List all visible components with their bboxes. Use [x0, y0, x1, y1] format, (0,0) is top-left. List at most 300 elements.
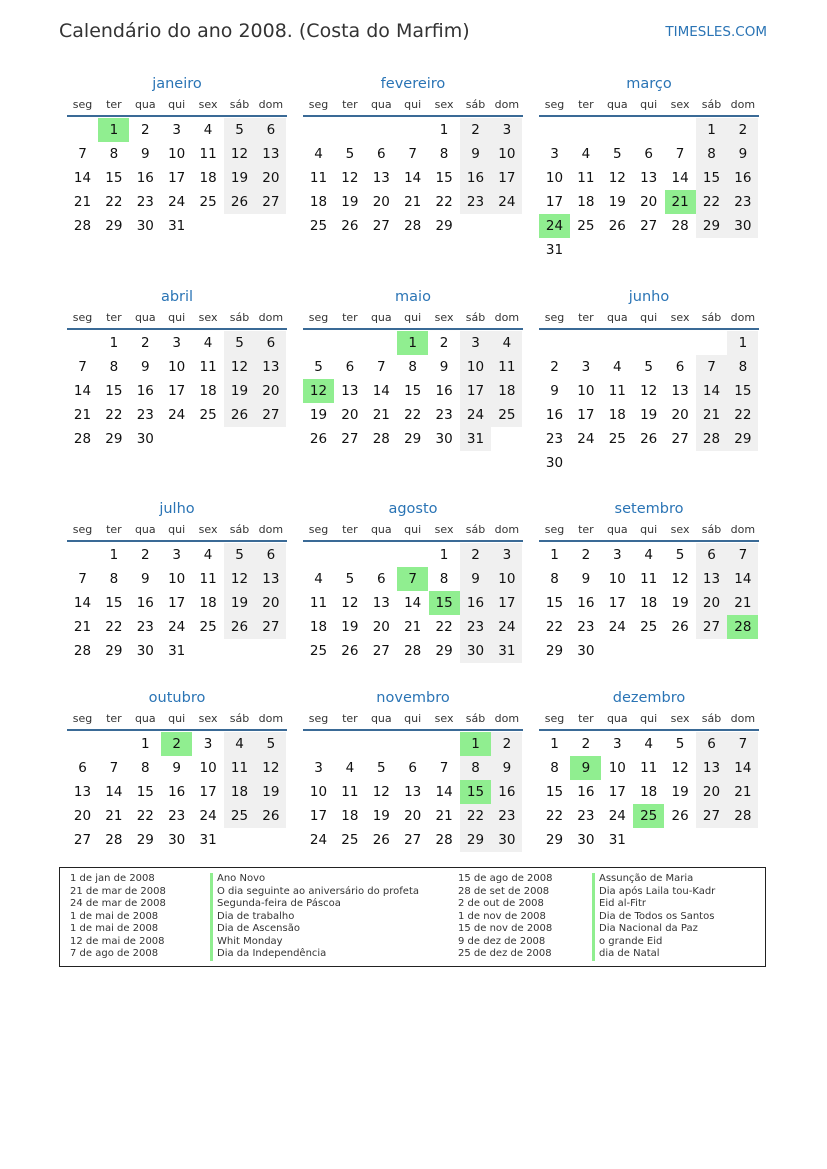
day-cell[interactable]: 7: [109, 760, 119, 776]
day-cell[interactable]: 26: [309, 431, 328, 447]
day-cell[interactable]: 14: [73, 170, 92, 186]
day-cell[interactable]: 4: [314, 146, 323, 162]
day-cell[interactable]: 20: [696, 780, 727, 804]
day-cell[interactable]: 25: [577, 218, 595, 234]
day-cell[interactable]: 2: [141, 122, 150, 138]
day-cell[interactable]: 4: [203, 335, 213, 351]
day-cell[interactable]: 27: [696, 804, 727, 828]
holiday-day-cell[interactable]: 9: [570, 756, 601, 780]
day-cell[interactable]: 17: [608, 784, 626, 800]
day-cell[interactable]: 18: [640, 595, 658, 611]
day-cell[interactable]: 5: [224, 331, 255, 355]
day-cell[interactable]: 3: [491, 118, 522, 142]
day-cell[interactable]: 8: [408, 359, 417, 375]
day-cell[interactable]: 18: [199, 170, 217, 186]
day-cell[interactable]: 26: [341, 643, 359, 659]
day-cell[interactable]: 26: [224, 403, 255, 427]
day-cell[interactable]: 15: [727, 379, 758, 403]
day-cell[interactable]: 20: [255, 379, 286, 403]
day-cell[interactable]: 21: [73, 194, 92, 210]
holiday-day-cell[interactable]: 28: [727, 615, 758, 639]
day-cell[interactable]: 9: [141, 359, 150, 375]
day-cell[interactable]: 29: [105, 431, 123, 447]
day-cell[interactable]: 17: [309, 808, 328, 824]
day-cell[interactable]: 14: [727, 567, 758, 591]
day-cell[interactable]: 20: [255, 591, 286, 615]
day-cell[interactable]: 10: [545, 170, 564, 186]
day-cell[interactable]: 13: [372, 595, 390, 611]
day-cell[interactable]: 17: [199, 784, 217, 800]
holiday-day-cell[interactable]: 2: [161, 732, 192, 756]
day-cell[interactable]: 19: [255, 780, 286, 804]
day-cell[interactable]: 27: [255, 615, 286, 639]
day-cell[interactable]: 10: [608, 760, 626, 776]
day-cell[interactable]: 25: [608, 431, 626, 447]
day-cell[interactable]: 7: [377, 359, 386, 375]
day-cell[interactable]: 7: [78, 571, 87, 587]
day-cell[interactable]: 18: [224, 780, 255, 804]
day-cell[interactable]: 8: [109, 359, 119, 375]
day-cell[interactable]: 10: [168, 146, 186, 162]
day-cell[interactable]: 9: [439, 359, 449, 375]
day-cell[interactable]: 18: [199, 595, 217, 611]
day-cell[interactable]: 23: [136, 194, 154, 210]
day-cell[interactable]: 31: [608, 832, 626, 848]
day-cell[interactable]: 13: [255, 355, 286, 379]
day-cell[interactable]: 9: [141, 146, 150, 162]
day-cell[interactable]: 12: [372, 784, 390, 800]
day-cell[interactable]: 2: [439, 335, 449, 351]
day-cell[interactable]: 11: [309, 595, 328, 611]
day-cell[interactable]: 15: [404, 383, 422, 399]
day-cell[interactable]: 9: [581, 571, 591, 587]
day-cell[interactable]: 4: [491, 331, 522, 355]
day-cell[interactable]: 19: [224, 166, 255, 190]
day-cell[interactable]: 1: [439, 547, 449, 563]
day-cell[interactable]: 17: [168, 170, 186, 186]
day-cell[interactable]: 17: [168, 383, 186, 399]
day-cell[interactable]: 28: [435, 832, 453, 848]
day-cell[interactable]: 16: [727, 166, 758, 190]
day-cell[interactable]: 23: [435, 407, 453, 423]
day-cell[interactable]: 10: [168, 571, 186, 587]
day-cell[interactable]: 13: [640, 170, 658, 186]
day-cell[interactable]: 20: [341, 407, 359, 423]
day-cell[interactable]: 16: [577, 784, 595, 800]
day-cell[interactable]: 26: [640, 431, 658, 447]
day-cell[interactable]: 25: [199, 407, 217, 423]
day-cell[interactable]: 28: [404, 218, 422, 234]
day-cell[interactable]: 20: [404, 808, 422, 824]
day-cell[interactable]: 28: [73, 431, 92, 447]
day-cell[interactable]: 2: [727, 118, 758, 142]
day-cell[interactable]: 22: [105, 407, 123, 423]
day-cell[interactable]: 26: [372, 832, 390, 848]
day-cell[interactable]: 26: [224, 190, 255, 214]
day-cell[interactable]: 25: [491, 403, 522, 427]
day-cell[interactable]: 10: [491, 567, 522, 591]
day-cell[interactable]: 26: [608, 218, 626, 234]
day-cell[interactable]: 23: [491, 804, 522, 828]
day-cell[interactable]: 16: [435, 383, 453, 399]
day-cell[interactable]: 20: [372, 194, 390, 210]
day-cell[interactable]: 16: [577, 595, 595, 611]
day-cell[interactable]: 25: [341, 832, 359, 848]
day-cell[interactable]: 30: [577, 832, 595, 848]
day-cell[interactable]: 2: [460, 543, 491, 567]
day-cell[interactable]: 7: [408, 146, 417, 162]
day-cell[interactable]: 22: [696, 190, 727, 214]
day-cell[interactable]: 27: [372, 218, 390, 234]
day-cell[interactable]: 12: [608, 170, 626, 186]
day-cell[interactable]: 23: [168, 808, 186, 824]
day-cell[interactable]: 12: [224, 567, 255, 591]
day-cell[interactable]: 14: [404, 170, 422, 186]
day-cell[interactable]: 30: [136, 218, 154, 234]
day-cell[interactable]: 27: [372, 643, 390, 659]
day-cell[interactable]: 29: [727, 427, 758, 451]
day-cell[interactable]: 24: [168, 407, 186, 423]
day-cell[interactable]: 11: [640, 571, 658, 587]
day-cell[interactable]: 7: [696, 355, 727, 379]
day-cell[interactable]: 4: [203, 547, 213, 563]
day-cell[interactable]: 19: [309, 407, 328, 423]
day-cell[interactable]: 20: [73, 808, 92, 824]
day-cell[interactable]: 20: [671, 407, 689, 423]
day-cell[interactable]: 14: [372, 383, 390, 399]
day-cell[interactable]: 24: [460, 403, 491, 427]
day-cell[interactable]: 25: [309, 643, 328, 659]
day-cell[interactable]: 18: [341, 808, 359, 824]
day-cell[interactable]: 2: [550, 359, 559, 375]
day-cell[interactable]: 11: [224, 756, 255, 780]
day-cell[interactable]: 11: [577, 170, 595, 186]
day-cell[interactable]: 8: [439, 571, 449, 587]
day-cell[interactable]: 13: [255, 567, 286, 591]
day-cell[interactable]: 9: [550, 383, 559, 399]
day-cell[interactable]: 3: [460, 331, 491, 355]
day-cell[interactable]: 31: [199, 832, 217, 848]
day-cell[interactable]: 9: [141, 571, 150, 587]
day-cell[interactable]: 26: [671, 808, 689, 824]
day-cell[interactable]: 19: [341, 194, 359, 210]
day-cell[interactable]: 9: [491, 756, 522, 780]
day-cell[interactable]: 11: [491, 355, 522, 379]
day-cell[interactable]: 8: [550, 760, 559, 776]
day-cell[interactable]: 28: [372, 431, 390, 447]
day-cell[interactable]: 31: [491, 639, 522, 663]
day-cell[interactable]: 29: [136, 832, 154, 848]
day-cell[interactable]: 26: [224, 615, 255, 639]
day-cell[interactable]: 22: [545, 619, 564, 635]
day-cell[interactable]: 1: [696, 118, 727, 142]
day-cell[interactable]: 27: [73, 832, 92, 848]
day-cell[interactable]: 8: [141, 760, 150, 776]
holiday-day-cell[interactable]: 1: [98, 118, 129, 142]
day-cell[interactable]: 31: [168, 643, 186, 659]
day-cell[interactable]: 30: [727, 214, 758, 238]
day-cell[interactable]: 23: [577, 619, 595, 635]
day-cell[interactable]: 13: [341, 383, 359, 399]
day-cell[interactable]: 29: [696, 214, 727, 238]
day-cell[interactable]: 18: [491, 379, 522, 403]
day-cell[interactable]: 21: [404, 619, 422, 635]
day-cell[interactable]: 19: [224, 591, 255, 615]
day-cell[interactable]: 2: [141, 335, 150, 351]
day-cell[interactable]: 31: [545, 242, 564, 258]
day-cell[interactable]: 3: [172, 547, 181, 563]
day-cell[interactable]: 23: [136, 619, 154, 635]
day-cell[interactable]: 14: [73, 595, 92, 611]
day-cell[interactable]: 6: [644, 146, 653, 162]
day-cell[interactable]: 5: [675, 547, 685, 563]
day-cell[interactable]: 14: [727, 756, 758, 780]
day-cell[interactable]: 12: [341, 170, 359, 186]
day-cell[interactable]: 17: [491, 591, 522, 615]
day-cell[interactable]: 8: [439, 146, 449, 162]
day-cell[interactable]: 2: [491, 732, 522, 756]
day-cell[interactable]: 6: [255, 118, 286, 142]
day-cell[interactable]: 19: [608, 194, 626, 210]
day-cell[interactable]: 28: [671, 218, 689, 234]
day-cell[interactable]: 6: [696, 543, 727, 567]
day-cell[interactable]: 4: [203, 122, 213, 138]
day-cell[interactable]: 21: [372, 407, 390, 423]
day-cell[interactable]: 24: [309, 832, 328, 848]
day-cell[interactable]: 22: [105, 619, 123, 635]
day-cell[interactable]: 16: [460, 591, 491, 615]
day-cell[interactable]: 28: [404, 643, 422, 659]
day-cell[interactable]: 19: [372, 808, 390, 824]
day-cell[interactable]: 24: [491, 615, 522, 639]
day-cell[interactable]: 25: [199, 619, 217, 635]
day-cell[interactable]: 23: [545, 431, 564, 447]
day-cell[interactable]: 11: [341, 784, 359, 800]
day-cell[interactable]: 28: [105, 832, 123, 848]
day-cell[interactable]: 31: [168, 218, 186, 234]
day-cell[interactable]: 29: [105, 218, 123, 234]
day-cell[interactable]: 23: [460, 615, 491, 639]
day-cell[interactable]: 16: [545, 407, 564, 423]
day-cell[interactable]: 21: [727, 591, 758, 615]
holiday-day-cell[interactable]: 1: [397, 331, 428, 355]
day-cell[interactable]: 11: [640, 760, 658, 776]
day-cell[interactable]: 4: [644, 736, 653, 752]
day-cell[interactable]: 26: [255, 804, 286, 828]
holiday-day-cell[interactable]: 25: [633, 804, 664, 828]
day-cell[interactable]: 5: [377, 760, 386, 776]
day-cell[interactable]: 6: [675, 359, 685, 375]
day-cell[interactable]: 17: [460, 379, 491, 403]
day-cell[interactable]: 28: [727, 804, 758, 828]
holiday-day-cell[interactable]: 21: [665, 190, 696, 214]
day-cell[interactable]: 27: [341, 431, 359, 447]
day-cell[interactable]: 5: [224, 118, 255, 142]
day-cell[interactable]: 20: [372, 619, 390, 635]
day-cell[interactable]: 5: [345, 571, 355, 587]
day-cell[interactable]: 22: [136, 808, 154, 824]
day-cell[interactable]: 16: [491, 780, 522, 804]
day-cell[interactable]: 1: [109, 547, 119, 563]
day-cell[interactable]: 16: [136, 170, 154, 186]
day-cell[interactable]: 27: [255, 190, 286, 214]
day-cell[interactable]: 3: [314, 760, 323, 776]
day-cell[interactable]: 8: [696, 142, 727, 166]
holiday-day-cell[interactable]: 24: [539, 214, 570, 238]
day-cell[interactable]: 12: [640, 383, 658, 399]
day-cell[interactable]: 22: [460, 804, 491, 828]
day-cell[interactable]: 30: [491, 828, 522, 852]
day-cell[interactable]: 22: [435, 619, 453, 635]
day-cell[interactable]: 10: [199, 760, 217, 776]
day-cell[interactable]: 25: [640, 619, 658, 635]
day-cell[interactable]: 3: [203, 736, 213, 752]
day-cell[interactable]: 7: [78, 359, 87, 375]
day-cell[interactable]: 13: [696, 756, 727, 780]
day-cell[interactable]: 13: [404, 784, 422, 800]
day-cell[interactable]: 24: [199, 808, 217, 824]
day-cell[interactable]: 9: [727, 142, 758, 166]
day-cell[interactable]: 13: [671, 383, 689, 399]
day-cell[interactable]: 4: [613, 359, 622, 375]
day-cell[interactable]: 11: [199, 571, 217, 587]
day-cell[interactable]: 12: [255, 756, 286, 780]
day-cell[interactable]: 13: [372, 170, 390, 186]
day-cell[interactable]: 27: [404, 832, 422, 848]
day-cell[interactable]: 8: [109, 571, 119, 587]
day-cell[interactable]: 30: [136, 643, 154, 659]
day-cell[interactable]: 19: [640, 407, 658, 423]
day-cell[interactable]: 22: [404, 407, 422, 423]
day-cell[interactable]: 29: [460, 828, 491, 852]
site-logo-link[interactable]: TIMESLES.COM: [665, 24, 767, 40]
day-cell[interactable]: 3: [172, 122, 181, 138]
day-cell[interactable]: 10: [309, 784, 328, 800]
day-cell[interactable]: 7: [439, 760, 449, 776]
day-cell[interactable]: 4: [581, 146, 591, 162]
day-cell[interactable]: 20: [696, 591, 727, 615]
day-cell[interactable]: 25: [199, 194, 217, 210]
day-cell[interactable]: 24: [608, 808, 626, 824]
day-cell[interactable]: 6: [255, 543, 286, 567]
day-cell[interactable]: 7: [727, 543, 758, 567]
day-cell[interactable]: 21: [727, 780, 758, 804]
day-cell[interactable]: 14: [435, 784, 453, 800]
day-cell[interactable]: 16: [136, 383, 154, 399]
day-cell[interactable]: 24: [491, 190, 522, 214]
day-cell[interactable]: 21: [435, 808, 453, 824]
day-cell[interactable]: 29: [105, 643, 123, 659]
day-cell[interactable]: 27: [696, 615, 727, 639]
day-cell[interactable]: 6: [345, 359, 355, 375]
day-cell[interactable]: 30: [168, 832, 186, 848]
day-cell[interactable]: 16: [168, 784, 186, 800]
day-cell[interactable]: 11: [608, 383, 626, 399]
day-cell[interactable]: 3: [172, 335, 181, 351]
day-cell[interactable]: 3: [581, 359, 591, 375]
day-cell[interactable]: 6: [377, 146, 386, 162]
day-cell[interactable]: 29: [404, 431, 422, 447]
day-cell[interactable]: 5: [644, 359, 653, 375]
day-cell[interactable]: 8: [109, 146, 119, 162]
day-cell[interactable]: 14: [696, 379, 727, 403]
day-cell[interactable]: 10: [608, 571, 626, 587]
day-cell[interactable]: 17: [577, 407, 595, 423]
day-cell[interactable]: 14: [105, 784, 123, 800]
day-cell[interactable]: 5: [224, 543, 255, 567]
day-cell[interactable]: 10: [491, 142, 522, 166]
day-cell[interactable]: 11: [199, 359, 217, 375]
day-cell[interactable]: 16: [460, 166, 491, 190]
day-cell[interactable]: 5: [613, 146, 622, 162]
day-cell[interactable]: 11: [309, 170, 328, 186]
day-cell[interactable]: 2: [460, 118, 491, 142]
day-cell[interactable]: 5: [345, 146, 355, 162]
day-cell[interactable]: 6: [696, 732, 727, 756]
day-cell[interactable]: 5: [675, 736, 685, 752]
day-cell[interactable]: 8: [550, 571, 559, 587]
day-cell[interactable]: 11: [199, 146, 217, 162]
day-cell[interactable]: 30: [136, 431, 154, 447]
day-cell[interactable]: 29: [545, 643, 564, 659]
day-cell[interactable]: 9: [460, 142, 491, 166]
day-cell[interactable]: 18: [640, 784, 658, 800]
day-cell[interactable]: 17: [545, 194, 564, 210]
day-cell[interactable]: 10: [168, 359, 186, 375]
day-cell[interactable]: 21: [696, 403, 727, 427]
day-cell[interactable]: 7: [78, 146, 87, 162]
day-cell[interactable]: 22: [545, 808, 564, 824]
day-cell[interactable]: 17: [491, 166, 522, 190]
day-cell[interactable]: 3: [613, 547, 622, 563]
day-cell[interactable]: 29: [435, 218, 453, 234]
day-cell[interactable]: 19: [341, 619, 359, 635]
day-cell[interactable]: 12: [671, 760, 689, 776]
day-cell[interactable]: 30: [577, 643, 595, 659]
day-cell[interactable]: 10: [460, 355, 491, 379]
day-cell[interactable]: 21: [73, 619, 92, 635]
day-cell[interactable]: 6: [255, 331, 286, 355]
day-cell[interactable]: 23: [460, 190, 491, 214]
day-cell[interactable]: 1: [141, 736, 150, 752]
day-cell[interactable]: 15: [136, 784, 154, 800]
holiday-day-cell[interactable]: 15: [429, 591, 460, 615]
day-cell[interactable]: 23: [577, 808, 595, 824]
day-cell[interactable]: 24: [608, 619, 626, 635]
day-cell[interactable]: 21: [73, 407, 92, 423]
day-cell[interactable]: 14: [671, 170, 689, 186]
day-cell[interactable]: 24: [577, 431, 595, 447]
day-cell[interactable]: 28: [73, 643, 92, 659]
day-cell[interactable]: 13: [73, 784, 92, 800]
day-cell[interactable]: 3: [613, 736, 622, 752]
day-cell[interactable]: 12: [341, 595, 359, 611]
day-cell[interactable]: 10: [577, 383, 595, 399]
day-cell[interactable]: 6: [377, 571, 386, 587]
day-cell[interactable]: 24: [168, 619, 186, 635]
day-cell[interactable]: 22: [727, 403, 758, 427]
day-cell[interactable]: 5: [314, 359, 323, 375]
day-cell[interactable]: 9: [172, 760, 181, 776]
day-cell[interactable]: 18: [199, 383, 217, 399]
day-cell[interactable]: 23: [727, 190, 758, 214]
day-cell[interactable]: 27: [255, 403, 286, 427]
day-cell[interactable]: 6: [408, 760, 417, 776]
day-cell[interactable]: 12: [224, 355, 255, 379]
day-cell[interactable]: 26: [671, 619, 689, 635]
day-cell[interactable]: 6: [78, 760, 87, 776]
day-cell[interactable]: 2: [581, 547, 591, 563]
